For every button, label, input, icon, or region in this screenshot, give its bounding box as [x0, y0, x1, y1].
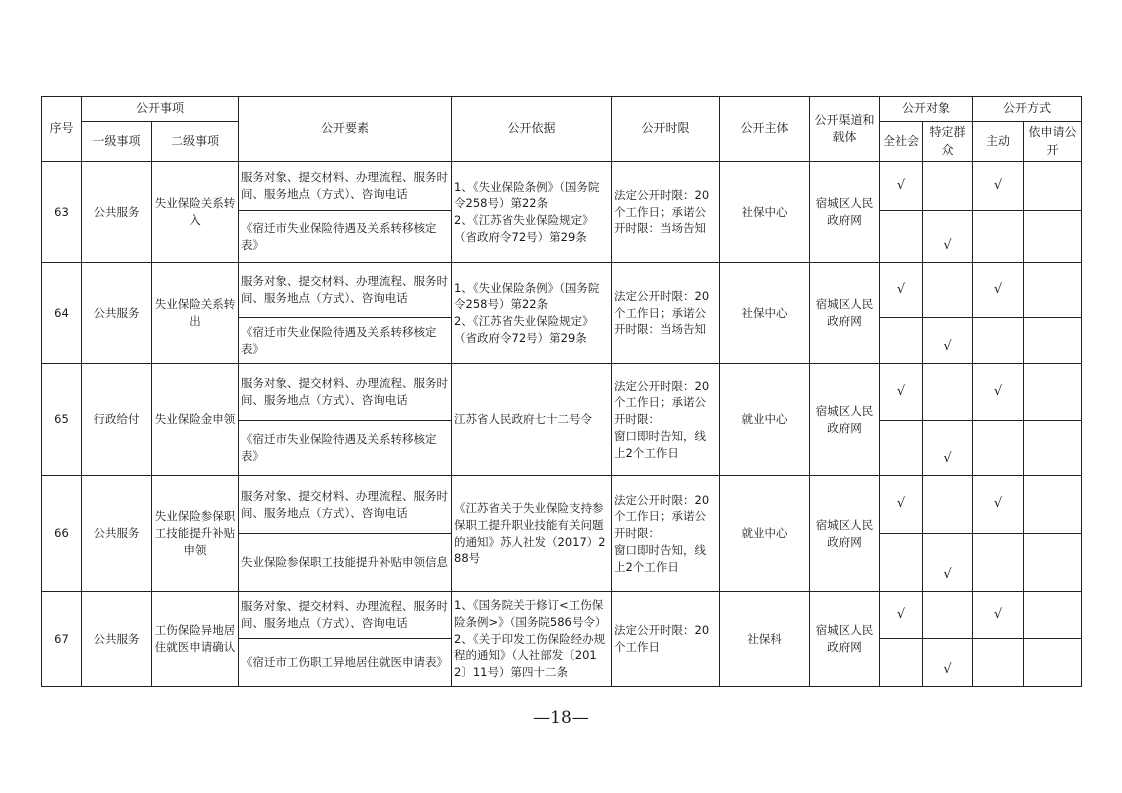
check-mark-icon: √: [943, 567, 952, 583]
check-target-all: [880, 592, 923, 639]
empty-mode-request: [1024, 639, 1082, 687]
header-subject: 公开主体: [720, 97, 810, 162]
check-target-specific: [923, 639, 973, 687]
row-subject: 社保中心: [720, 263, 810, 364]
row-channel: 宿城区人民政府网: [810, 364, 880, 476]
check-mode-active: [973, 364, 1024, 421]
row-subject: 社保科: [720, 592, 810, 687]
page-number: —18—: [533, 708, 589, 728]
empty-target-all: [880, 421, 923, 476]
empty-mode-request: [1024, 318, 1082, 364]
check-mark-icon: √: [993, 281, 1003, 297]
row-element-main: 服务对象、提交材料、办理流程、服务时间、服务地点（方式）、咨询电话: [239, 162, 452, 211]
empty-mode-request: [1024, 421, 1082, 476]
header-mode-group: 公开方式: [973, 97, 1082, 122]
check-target-specific: [923, 318, 973, 364]
row-element-main: 服务对象、提交材料、办理流程、服务时间、服务地点（方式）、咨询电话: [239, 476, 452, 534]
empty-target-specific: [923, 263, 973, 318]
check-target-specific: [923, 211, 973, 263]
row-level1: 公共服务: [82, 476, 152, 592]
empty-target-all: [880, 211, 923, 263]
check-mark-icon: √: [993, 606, 1003, 622]
header-level2: 二级事项: [152, 122, 239, 162]
row-seq: 66: [42, 476, 82, 592]
empty-target-all: [880, 639, 923, 687]
row-channel: 宿城区人民政府网: [810, 263, 880, 364]
empty-mode-active: [973, 421, 1024, 476]
row-level1: 公共服务: [82, 263, 152, 364]
empty-mode-request: [1024, 476, 1082, 534]
empty-mode-request: [1024, 263, 1082, 318]
check-mark-icon: √: [896, 281, 906, 297]
row-element-form: 失业保险参保职工技能提升补贴申领信息: [239, 534, 452, 592]
empty-mode-request: [1024, 211, 1082, 263]
empty-mode-active: [973, 211, 1024, 263]
row-channel: 宿城区人民政府网: [810, 162, 880, 263]
row-level1: 公共服务: [82, 592, 152, 687]
check-mode-active: [973, 263, 1024, 318]
table-row: [42, 592, 1082, 639]
row-subject: 就业中心: [720, 476, 810, 592]
check-mark-icon: √: [896, 383, 906, 399]
row-element-form: 《宿迁市失业保险待遇及关系转移核定表》: [239, 211, 452, 263]
check-mark-icon: √: [896, 606, 906, 622]
empty-mode-request: [1024, 364, 1082, 421]
row-time-limit: 法定公开时限：20个工作日；承诺公开时限： 窗口即时告知，线上2个工作日: [612, 476, 720, 592]
empty-mode-active: [973, 318, 1024, 364]
row-element-form: 《宿迁市失业保险待遇及关系转移核定表》: [239, 421, 452, 476]
table-row: [42, 263, 1082, 318]
row-basis: 《江苏省关于失业保险支持参保职工提升职业技能有关问题的通知》苏人社发（2017）288号: [452, 476, 612, 592]
row-channel: 宿城区人民政府网: [810, 476, 880, 592]
row-time-limit: 法定公开时限：20个工作日；承诺公开时限：当场告知: [612, 162, 720, 263]
empty-mode-active: [973, 639, 1024, 687]
header-items-group: 公开事项: [82, 97, 239, 122]
row-subject: 社保中心: [720, 162, 810, 263]
row-seq: 63: [42, 162, 82, 263]
header-time-limit: 公开时限: [612, 97, 720, 162]
row-basis: 江苏省人民政府七十二号令: [452, 364, 612, 476]
row-basis: 1、《国务院关于修订<工伤保险条例>》（国务院586号令） 2、《关于印发工伤保险经办规程的通知》（人社部发〔2012〕11号）第四十二条: [452, 592, 612, 687]
row-time-limit: 法定公开时限：20个工作日；承诺公开时限：当场告知: [612, 263, 720, 364]
header-basis: 公开依据: [452, 97, 612, 162]
table-body: [42, 162, 1082, 687]
table-row: [42, 364, 1082, 421]
check-target-all: [880, 364, 923, 421]
check-target-all: [880, 263, 923, 318]
check-target-specific: [923, 421, 973, 476]
check-target-all: [880, 476, 923, 534]
check-mark-icon: √: [943, 451, 952, 467]
row-level2: 工伤保险异地居住就医申请确认: [152, 592, 239, 687]
header-elements: 公开要素: [239, 97, 452, 162]
empty-target-all: [880, 318, 923, 364]
row-element-form: 《宿迁市工伤职工异地居住就医申请表》: [239, 639, 452, 687]
row-subject: 就业中心: [720, 364, 810, 476]
check-mark-icon: √: [943, 662, 952, 678]
check-mode-active: [973, 162, 1024, 211]
empty-mode-request: [1024, 592, 1082, 639]
empty-target-all: [880, 534, 923, 592]
empty-target-specific: [923, 162, 973, 211]
empty-mode-request: [1024, 534, 1082, 592]
row-level2: 失业保险关系转入: [152, 162, 239, 263]
row-level2: 失业保险参保职工技能提升补贴申领: [152, 476, 239, 592]
check-mark-icon: √: [993, 383, 1003, 399]
row-seq: 65: [42, 364, 82, 476]
row-channel: 宿城区人民政府网: [810, 592, 880, 687]
empty-target-specific: [923, 476, 973, 534]
row-element-main: 服务对象、提交材料、办理流程、服务时间、服务地点（方式）、咨询电话: [239, 592, 452, 639]
row-level2: 失业保险金申领: [152, 364, 239, 476]
header-level1: 一级事项: [82, 122, 152, 162]
row-time-limit: 法定公开时限：20个工作日；承诺公开时限： 窗口即时告知，线上2个工作日: [612, 364, 720, 476]
check-mark-icon: √: [943, 238, 952, 254]
check-mark-icon: √: [943, 339, 952, 355]
check-mark-icon: √: [896, 496, 906, 512]
empty-mode-request: [1024, 162, 1082, 211]
header-target-group: 公开对象: [880, 97, 973, 122]
check-mark-icon: √: [993, 177, 1003, 193]
empty-target-specific: [923, 592, 973, 639]
table-row: [42, 162, 1082, 211]
header-seq: 序号: [42, 97, 82, 162]
check-mode-active: [973, 476, 1024, 534]
row-level1: 公共服务: [82, 162, 152, 263]
row-element-form: 《宿迁市失业保险待遇及关系转移核定表》: [239, 318, 452, 364]
check-mode-active: [973, 592, 1024, 639]
empty-target-specific: [923, 364, 973, 421]
header-mode-active: 主动: [973, 122, 1024, 162]
row-level2: 失业保险关系转出: [152, 263, 239, 364]
check-target-all: [880, 162, 923, 211]
row-seq: 67: [42, 592, 82, 687]
check-mark-icon: √: [896, 177, 906, 193]
row-seq: 64: [42, 263, 82, 364]
row-time-limit: 法定公开时限：20个工作日: [612, 592, 720, 687]
empty-mode-active: [973, 534, 1024, 592]
header-channel: 公开渠道和载体: [810, 97, 880, 162]
row-basis: 1、《失业保险条例》（国务院令258号）第22条 2、《江苏省失业保险规定》（省政府令72号）第29条: [452, 263, 612, 364]
row-element-main: 服务对象、提交材料、办理流程、服务时间、服务地点（方式）、咨询电话: [239, 263, 452, 318]
header-mode-request: 依申请公开: [1024, 122, 1082, 162]
row-basis: 1、《失业保险条例》（国务院令258号）第22条 2、《江苏省失业保险规定》（省政府令72号）第29条: [452, 162, 612, 263]
check-target-specific: [923, 534, 973, 592]
check-mark-icon: √: [993, 496, 1003, 512]
row-level1: 行政给付: [82, 364, 152, 476]
disclosure-table: [41, 96, 1082, 687]
table-row: [42, 476, 1082, 534]
header-target-all: 全社会: [880, 122, 923, 162]
header-target-specific: 特定群众: [923, 122, 973, 162]
row-element-main: 服务对象、提交材料、办理流程、服务时间、服务地点（方式）、咨询电话: [239, 364, 452, 421]
